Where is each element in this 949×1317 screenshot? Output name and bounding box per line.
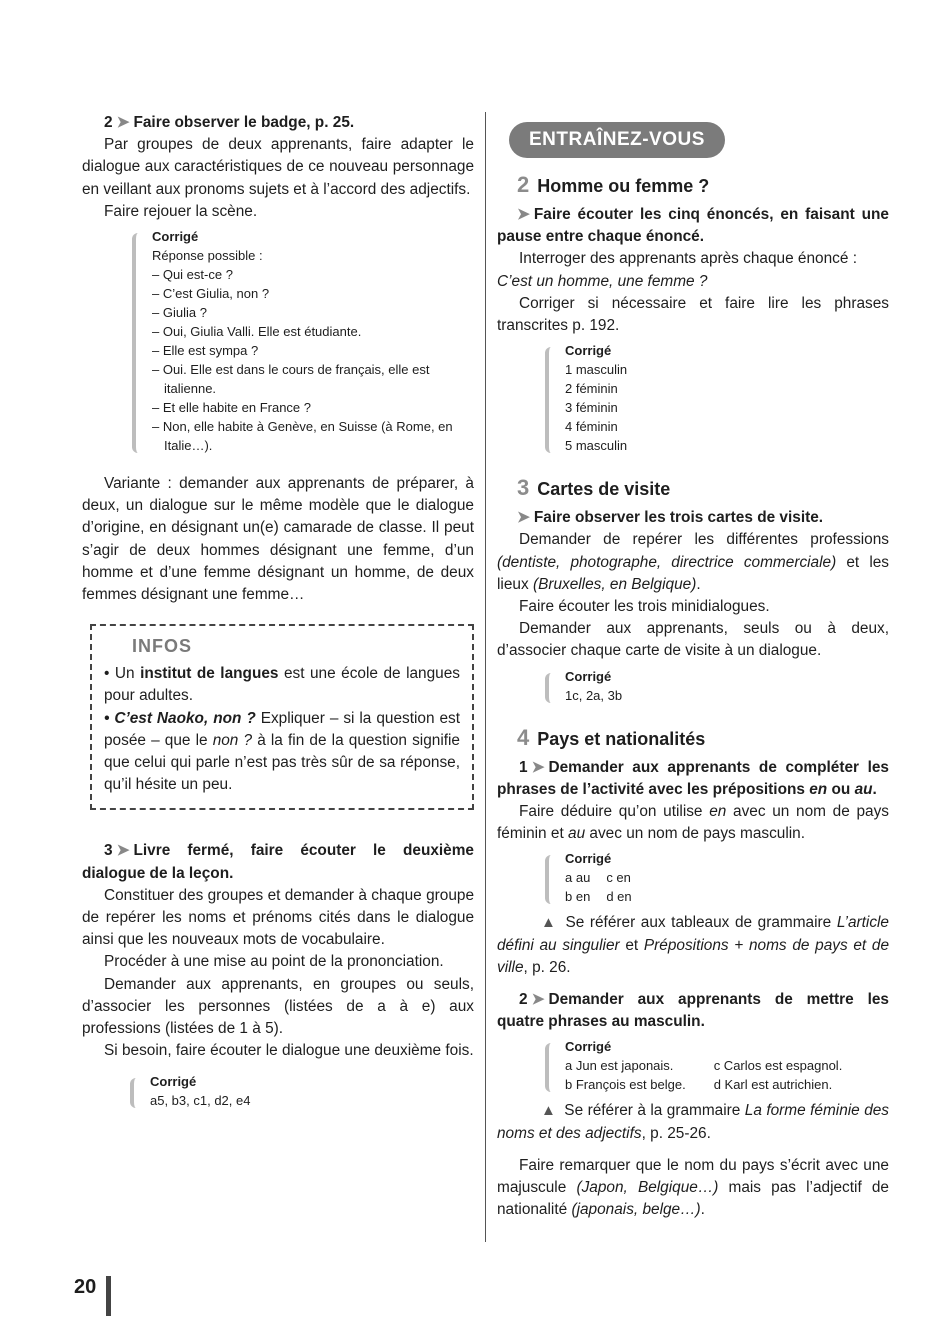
arrow-icon: ➤ <box>517 206 530 223</box>
exercise-4-instruction-2: 2 ➤ Demander aux apprenants de mettre les quatre phrases au masculin. <box>497 991 889 1031</box>
grammar-reference-2: ▲ Se référer à la grammaire La forme féminie des noms et des adjectifs, p. 25-26. <box>497 1102 890 1142</box>
dialogue-line: – Oui, Giulia Valli. Elle est étudiante. <box>152 324 362 340</box>
answer-line: 2 féminin <box>565 381 618 397</box>
section-2-paragraph-2: Faire rejouer la scène. <box>104 202 258 220</box>
dialogue-line: – Elle est sympa ? <box>152 343 259 359</box>
exercise-3-corrige: Corrigé 1c, 2a, 3b <box>543 667 889 705</box>
section-2-title: Faire observer le badge, p. 25. <box>133 114 355 131</box>
dialogue-line: – Qui est-ce ? <box>152 267 233 283</box>
section-2-number: 2 <box>104 114 113 131</box>
exercise-2-paragraph-1: Interroger des apprenants après chaque énoncé : C’est un homme, une femme ? <box>497 250 857 290</box>
dialogue-line: – Giulia ? <box>152 305 207 321</box>
infos-bullet-1: • Un institut de langues est une école de langues pour adultes. <box>104 665 460 705</box>
corrige-answer: 1c, 2a, 3b <box>565 687 623 703</box>
answer-line: 1 masculin <box>565 362 628 378</box>
answer-cell: a Jun est japonais. <box>565 1058 674 1074</box>
infos-bullet-2: • C’est Naoko, non ? Expliquer – si la question est posée – que le non ? à la fin de la question signifie que celui qui parle n’est pas très sûr de sa réponse, qu’il hésite un peu. <box>104 709 460 794</box>
right-column <box>497 118 889 1221</box>
dialogue-line: – Et elle habite en France ? <box>152 400 311 416</box>
section-3-paragraph-3: Demander aux apprenants, en groupes ou seuls, d’associer les personnes (listées de a à e) aux professions (listées de 1 à 5). <box>82 975 474 1038</box>
answer-cell: c en <box>606 870 631 886</box>
answer-cell: d Karl est autrichien. <box>713 1077 833 1093</box>
answer-cell: c Carlos est espagnol. <box>713 1058 843 1074</box>
page-number: 20 <box>74 1276 97 1298</box>
exercise-3-paragraph-3: Demander aux apprenants, seuls ou à deux, d’associer chaque carte de visite à un dialogue. <box>497 620 889 660</box>
exercise-4-paragraph-1: Faire déduire qu’on utilise en avec un nom de pays féminin et au avec un nom de pays masculin. <box>497 803 889 843</box>
corrige-intro: Réponse possible : <box>152 248 263 264</box>
arrow-icon: ➤ <box>531 991 545 1009</box>
section-3-number: 3 <box>104 842 113 860</box>
section-2-paragraph-1: Par groupes de deux apprenants, faire adapter le dialogue aux caractéristiques de ce nouveau personnage en veillant aux pronoms sujets et à l’accord des adjectifs. <box>82 136 474 198</box>
exercise-3-title: 3 Cartes de visite <box>517 475 671 501</box>
arrow-icon: ➤ <box>517 509 530 527</box>
exercise-3-paragraph-2: Faire écouter les trois minidialogues. <box>519 598 770 616</box>
section-3-heading <box>82 840 474 884</box>
section-3-title: Livre fermé, faire écouter le deuxième dialogue de la leçon. <box>82 842 474 882</box>
corrige-box-1 <box>130 227 474 455</box>
column-divider <box>485 112 486 1242</box>
entrainez-vous-banner: ENTRAÎNEZ-VOUS <box>509 122 725 158</box>
dialogue-line: – Non, elle habite à Genève, en Suisse (à Rome, en Italie…). <box>152 419 453 454</box>
infos-box <box>90 624 474 810</box>
corrige-title: Corrigé <box>152 229 199 245</box>
answer-cell: d en <box>606 889 632 905</box>
exercise-4-instruction-1: 1 ➤ Demander aux apprenants de compléter les phrases de l’activité avec les prépositions en ou au. <box>497 758 889 798</box>
section-2-heading <box>104 112 474 134</box>
exercise-4-title: 4 Pays et nationalités <box>517 724 706 750</box>
dialogue-line: – Oui. Elle est dans le cours de français, elle est italienne. <box>152 362 430 397</box>
warning-icon: ▲ <box>541 914 556 932</box>
answer-line: 3 féminin <box>565 400 618 416</box>
section-3-paragraph-4: Si besoin, faire écouter le dialogue une deuxième fois. <box>104 1042 474 1060</box>
exercise-4-corrige-1: Corrigé a au c en b en d en <box>543 849 889 906</box>
section-3-paragraph-1: Constituer des groupes et demander à chaque groupe de repérer les noms et prénoms cités dans le dialogue ainsi que les nouveaux mots de vocabulaire. <box>82 886 474 949</box>
arrow-icon: ➤ <box>531 758 545 776</box>
section-3-paragraph-2: Procéder à une mise au point de la prononciation. <box>104 953 444 971</box>
variante-paragraph: Variante : demander aux apprenants de préparer, à deux, un dialogue sur le même modèle que le dialogue d’origine, en désignant un(e) camarade de classe. Il peut s’agir de deux hommes désignant une femme, d’un homme et d’une femme désignant un homme, de deux femmes désignant une femme… <box>82 475 474 604</box>
dialogue-line: – C’est Giulia, non ? <box>152 286 270 302</box>
exercise-2-instruction: ➤ Faire écouter les cinq énoncés, en faisant une pause entre chaque énoncé. <box>497 206 889 246</box>
exercise-2-title: 2 Homme ou femme ? <box>517 172 710 197</box>
corrige-answer: a5, b3, c1, d2, e4 <box>150 1093 251 1109</box>
left-column <box>82 112 474 1116</box>
page-number-bar <box>106 1276 111 1316</box>
arrow-icon: ➤ <box>116 114 130 131</box>
final-paragraph: Faire remarquer que le nom du pays s’écrit avec une majuscule (Japon, Belgique…) mais pas l’adjectif de nationalité (japonais, belge…). <box>497 1156 889 1219</box>
answer-line: 5 masculin <box>565 438 628 454</box>
grammar-reference-1: ▲ Se référer aux tableaux de grammaire L’article défini au singulier et Prépositions + noms de pays et de ville, p. 26. <box>497 914 890 976</box>
answer-cell: b François est belge. <box>565 1077 686 1093</box>
warning-icon: ▲ <box>541 1102 556 1120</box>
answer-cell: b en <box>565 889 591 905</box>
arrow-icon: ➤ <box>116 842 130 860</box>
exercise-3-instruction: ➤ Faire observer les trois cartes de visite. <box>517 509 824 527</box>
infos-title: INFOS <box>132 636 193 657</box>
exercise-2-paragraph-2: Corriger si nécessaire et faire lire les phrases transcrites p. 192. <box>497 294 889 335</box>
corrige-title: Corrigé <box>150 1074 197 1090</box>
corrige-box-2 <box>128 1072 474 1110</box>
answer-line: 4 féminin <box>565 419 618 435</box>
exercise-3-paragraph-1: Demander de repérer les différentes professions (dentiste, photographe, directrice commerciale) et les lieux (Bruxelles, en Belgique). <box>497 531 889 593</box>
exercise-4-corrige-2: Corrigé a Jun est japonais. c Carlos est espagnol. b François est belge. d Karl est autrichien. <box>543 1037 889 1094</box>
answer-cell: a au <box>565 870 591 886</box>
exercise-2-corrige: Corrigé 1 masculin 2 féminin 3 féminin 4 féminin 5 masculin <box>543 341 889 455</box>
